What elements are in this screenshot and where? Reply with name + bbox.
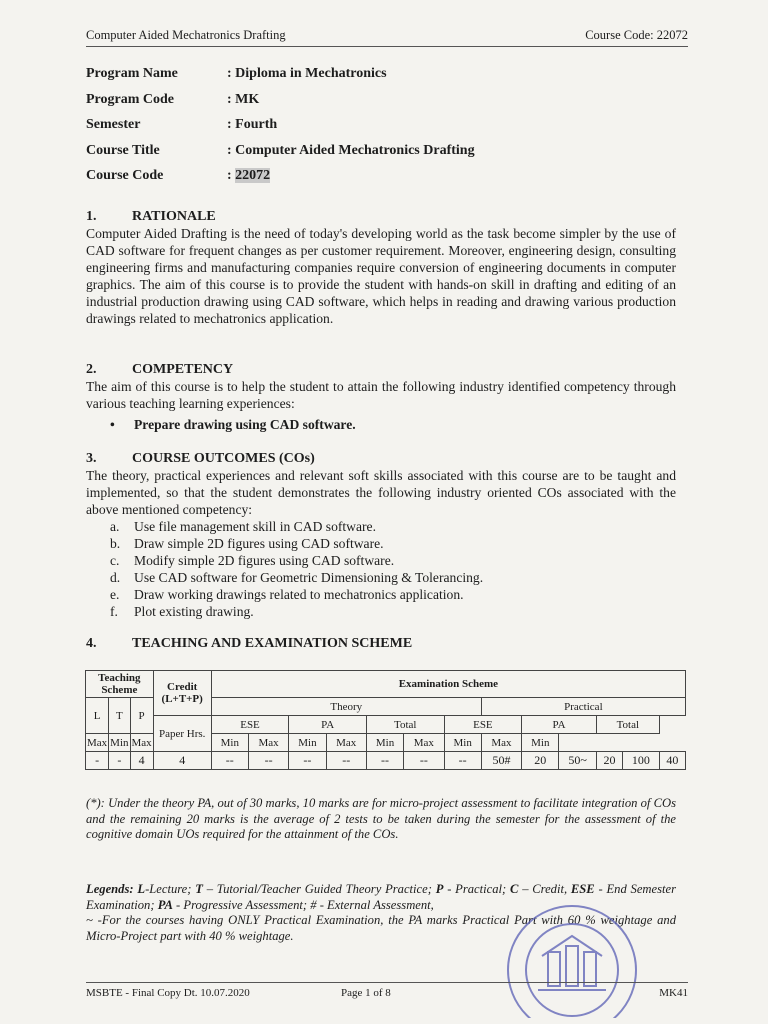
table-cell: -- xyxy=(326,752,366,770)
legend-key: L xyxy=(137,882,146,896)
th-teaching-scheme: Teaching Scheme xyxy=(86,671,154,698)
section-number: 2. xyxy=(86,362,97,377)
th-max: Max xyxy=(248,734,288,752)
legend-text: - End Semester Examination; xyxy=(86,882,676,912)
legend-text: - Progressive Assessment; # - External Assessment, xyxy=(176,897,434,912)
info-colon: : xyxy=(227,168,236,183)
table-cell: 50~ xyxy=(559,752,597,770)
section-heading-competency xyxy=(86,362,233,378)
table-cell: -- xyxy=(404,752,444,770)
section-title: RATIONALE xyxy=(132,209,216,224)
th-paper-hrs: Paper Hrs. xyxy=(153,716,211,752)
info-label: Semester xyxy=(86,117,141,132)
list-item xyxy=(110,586,483,603)
th-min: Min xyxy=(211,734,248,752)
section-heading-outcomes xyxy=(86,451,315,467)
th-practical-total: Total xyxy=(596,716,659,734)
list-marker: b. xyxy=(110,536,121,551)
list-text: Draw simple 2D figures using CAD software. xyxy=(134,536,384,551)
header-course-name: Computer Aided Mechatronics Drafting xyxy=(86,28,286,42)
th-max: Max xyxy=(326,734,366,752)
legend-key: PA xyxy=(157,897,173,912)
th-theory-pa: PA xyxy=(289,716,367,734)
list-item xyxy=(110,535,483,552)
th-practical-pa: PA xyxy=(522,716,597,734)
list-item xyxy=(110,569,483,586)
th-min: Min xyxy=(522,734,559,752)
table-cell: - xyxy=(86,752,109,770)
legend-key: P xyxy=(435,882,444,896)
table-row xyxy=(86,716,686,734)
th-credit: Credit (L+T+P) xyxy=(153,671,211,716)
table-cell: 100 xyxy=(623,752,660,770)
legends-title: Legends: xyxy=(86,882,134,896)
info-label: Course Title xyxy=(86,142,160,158)
list-text: Modify simple 2D figures using CAD software. xyxy=(134,553,395,568)
competency-text: The aim of this course is to help the student to attain the following industry identified competency through various teaching learning experiences: xyxy=(86,379,676,411)
teaching-examination-table xyxy=(85,670,686,770)
highlighted-course-code: 22072 xyxy=(235,168,271,183)
th-max: Max xyxy=(130,734,153,752)
th-min: Min xyxy=(289,734,326,752)
th-theory-ese: ESE xyxy=(211,716,289,734)
competency-bullet xyxy=(110,417,356,433)
th-max: Max xyxy=(481,734,521,752)
th-theory-total: Total xyxy=(366,716,444,734)
table-cell: - xyxy=(109,752,130,770)
th-min: Min xyxy=(444,734,481,752)
th-min: Min xyxy=(366,734,403,752)
info-value: : Diploma in Mechatronics xyxy=(227,66,387,81)
legend-text: – Tutorial/Teacher Guided Theory Practice; xyxy=(206,882,432,896)
legend-key: ESE xyxy=(570,882,595,896)
table-cell: -- xyxy=(248,752,288,770)
info-label: Program Name xyxy=(86,66,178,81)
section-number: 3. xyxy=(86,451,97,466)
list-item xyxy=(110,552,483,569)
th-t: T xyxy=(109,698,130,734)
table-cell: 20 xyxy=(522,752,559,770)
info-value: : MK xyxy=(227,91,260,107)
theory-pa-note: (*): Under the theory PA, out of 30 marks, 10 marks are for micro-project assessment to facilitate integration of COs and the remaining 20 marks is the average of 2 tests to be taken during the semester for the assessment of the cognitive domain UOs required for the attainment of the COs. xyxy=(86,796,676,841)
table-cell: -- xyxy=(289,752,326,770)
th-max: Max xyxy=(86,734,109,752)
section-number: 1. xyxy=(86,209,97,224)
header-course-code: Course Code: 22072 xyxy=(585,28,688,42)
table-cell: 50# xyxy=(481,752,521,770)
rationale-text: Computer Aided Drafting is the need of today's developing world as the task become simpler by the use of CAD software for frequent changes as per customer requirement. Moreover, engineering design, consulting engineering firms and manufacturing companies require conversion of engineering documents in computer graphics. The aim of this course is to provide the student with hands-on skill in drafting and editing of an industrial production drawing using CAD software, which helps in reading and drawing various production drawings related to mechatronics application. xyxy=(86,226,676,326)
th-p: P xyxy=(130,698,153,734)
list-marker: e. xyxy=(110,587,120,602)
th-l: L xyxy=(86,698,109,734)
list-text: Use file management skill in CAD software. xyxy=(134,519,376,534)
list-item xyxy=(110,603,483,620)
table-cell: 4 xyxy=(130,752,153,770)
table-cell: 20 xyxy=(596,752,622,770)
bullet-icon: • xyxy=(110,417,115,432)
section-title: COURSE OUTCOMES (COs) xyxy=(132,451,315,466)
institution-seal-stamp xyxy=(490,900,660,1018)
table-cell: -- xyxy=(444,752,481,770)
section-heading-rationale xyxy=(86,209,216,225)
table-row xyxy=(86,671,686,698)
list-text: Draw working drawings related to mechatronics application. xyxy=(134,587,464,602)
list-marker: c. xyxy=(110,553,120,568)
table-cell: 4 xyxy=(153,752,211,770)
legend-key: C xyxy=(510,882,519,896)
th-practical: Practical xyxy=(481,698,685,716)
legend-text: - Practical; xyxy=(447,882,507,896)
page-header xyxy=(86,28,688,47)
info-value: : Fourth xyxy=(227,117,278,132)
outcomes-text: The theory, practical experiences and relevant soft skills associated with this course are to be taught and implemented, so that the student demonstrates the following industry oriented COs associated with the above mentioned competency: xyxy=(86,468,676,517)
list-item xyxy=(110,518,483,535)
th-min: Min xyxy=(109,734,130,752)
legend-text: – Credit, xyxy=(522,882,568,896)
info-label: Program Code xyxy=(86,91,174,107)
page-footer xyxy=(86,982,688,999)
table-cell: -- xyxy=(366,752,403,770)
th-practical-ese: ESE xyxy=(444,716,522,734)
legend-key: T xyxy=(195,882,203,896)
th-examination-scheme: Examination Scheme xyxy=(211,671,685,698)
info-value xyxy=(227,168,270,184)
info-label: Course Code xyxy=(86,168,164,183)
section-title: COMPETENCY xyxy=(132,362,234,377)
list-text: Plot existing drawing. xyxy=(134,604,254,619)
table-cell: 40 xyxy=(659,752,685,770)
footer-page-number: Page 1 of 8 xyxy=(341,987,391,999)
table-cell: -- xyxy=(211,752,248,770)
legend-text: -Lecture; xyxy=(145,882,192,896)
th-max: Max xyxy=(404,734,444,752)
outcomes-list xyxy=(110,518,483,620)
info-value: : Computer Aided Mechatronics Drafting xyxy=(227,142,475,158)
table-row xyxy=(86,752,686,770)
list-marker: f. xyxy=(110,604,118,619)
bullet-text: Prepare drawing using CAD software. xyxy=(134,417,356,432)
section-number: 4. xyxy=(86,636,97,651)
list-marker: a. xyxy=(110,519,120,534)
footer-code: MK41 xyxy=(659,987,688,999)
footer-copy-date: MSBTE - Final Copy Dt. 10.07.2020 xyxy=(86,987,250,999)
legend-practical-note: ~ -For the courses having ONLY Practical Examination, the PA marks Practical Part with 60 % weightage and Micro-Project part with 40 % weightage. xyxy=(86,913,676,943)
section-heading-scheme xyxy=(86,636,412,652)
th-theory: Theory xyxy=(211,698,481,716)
section-title: TEACHING AND EXAMINATION SCHEME xyxy=(132,636,413,651)
list-marker: d. xyxy=(110,570,121,585)
list-text: Use CAD software for Geometric Dimensioning & Tolerancing. xyxy=(134,570,484,585)
